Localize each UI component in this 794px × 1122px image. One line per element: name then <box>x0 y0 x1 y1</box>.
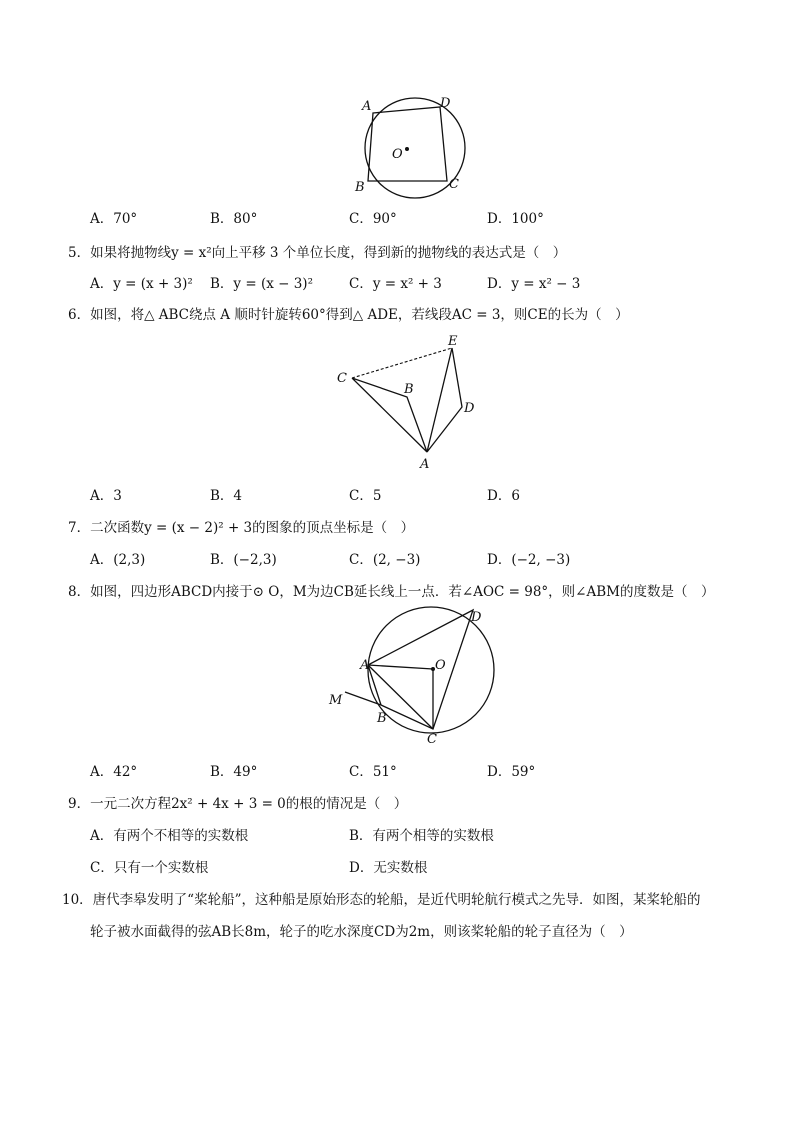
q10-stem-line2: 轮子被水面截得的弦AB长8m，轮子的吃水深度CD为2m，则该桨轮船的轮子直径为（ ） <box>90 924 633 940</box>
q7-option-b[interactable]: B．(−2,3) <box>210 552 277 568</box>
q6-label-d: D <box>464 401 475 416</box>
q6-stem: 6．如图，将△ ABC绕点 A 顺时针旋转60°得到△ ADE，若线段AC = 3，则CE的长为（ ） <box>68 307 629 323</box>
q6-option-b[interactable]: B．4 <box>210 488 243 504</box>
q6-figure <box>335 330 485 475</box>
q8-figure <box>325 605 495 750</box>
q4-figure <box>350 92 480 204</box>
q8-label-d: D <box>471 610 482 625</box>
q4-label-a: A <box>362 99 372 114</box>
q4-label-b: B <box>355 180 365 195</box>
q8-circle <box>368 607 494 733</box>
q5-option-b[interactable]: B．y = (x − 3)² <box>210 276 313 292</box>
q6-label-b: B <box>404 382 414 397</box>
q8-option-b[interactable]: B．49° <box>210 764 258 780</box>
q9-option-a[interactable]: A．有两个不相等的实数根 <box>90 828 249 844</box>
q5-option-a[interactable]: A．y = (x + 3)² <box>90 276 193 292</box>
q6-option-c[interactable]: C．5 <box>349 488 382 504</box>
q6-dashed-ce <box>352 348 452 378</box>
q4-label-o: O <box>392 147 403 162</box>
q4-center-dot <box>405 147 409 151</box>
q8-line-ao <box>368 665 433 669</box>
q9-option-c[interactable]: C．只有一个实数根 <box>90 860 209 876</box>
q8-stem: 8．如图，四边形ABCD内接于⊙ O，M为边CB延长线上一点．若∠AOC = 98°，则∠ABM的度数是（ ） <box>68 584 715 600</box>
q6-label-e: E <box>448 334 458 349</box>
q8-label-m: M <box>329 693 343 708</box>
q7-option-a[interactable]: A．(2,3) <box>90 552 146 568</box>
q8-label-a: A <box>360 658 370 673</box>
q5-stem: 5．如果将抛物线y = x²向上平移 3 个单位长度，得到新的抛物线的表达式是（ ） <box>68 245 567 261</box>
q9-option-b[interactable]: B．有两个相等的实数根 <box>349 828 494 844</box>
q4-label-d: D <box>440 96 451 111</box>
q4-option-c[interactable]: C．90° <box>349 211 397 227</box>
q6-label-c: C <box>337 371 347 386</box>
q6-triangle-abc <box>352 378 427 452</box>
q6-option-a[interactable]: A．3 <box>90 488 122 504</box>
q8-label-c: C <box>427 732 437 747</box>
q4-label-c: C <box>449 177 459 192</box>
q4-quadrilateral <box>368 107 447 181</box>
q6-triangle-ade <box>427 348 462 452</box>
q9-option-d[interactable]: D．无实数根 <box>349 860 428 876</box>
q7-option-d[interactable]: D．(−2, −3) <box>487 552 571 568</box>
q10-stem-line1: 10．唐代李皋发明了“桨轮船”，这种船是原始形态的轮船，是近代明轮航行模式之先导．如图，某桨轮船的 <box>62 892 701 908</box>
q4-option-b[interactable]: B．80° <box>210 211 258 227</box>
q8-option-a[interactable]: A．42° <box>90 764 138 780</box>
q6-label-a: A <box>420 457 430 472</box>
q6-option-d[interactable]: D．6 <box>487 488 520 504</box>
q8-option-d[interactable]: D．59° <box>487 764 536 780</box>
q8-option-c[interactable]: C．51° <box>349 764 397 780</box>
q8-label-b: B <box>377 711 387 726</box>
q4-option-d[interactable]: D．100° <box>487 211 544 227</box>
q5-option-c[interactable]: C．y = x² + 3 <box>349 276 442 292</box>
q7-option-c[interactable]: C．(2, −3) <box>349 552 421 568</box>
q4-option-a[interactable]: A．70° <box>90 211 138 227</box>
q7-stem: 7．二次函数y = (x − 2)² + 3的图象的顶点坐标是（ ） <box>68 520 415 536</box>
q5-option-d[interactable]: D．y = x² − 3 <box>487 276 581 292</box>
q8-label-o: O <box>435 658 446 673</box>
q9-stem: 9．一元二次方程2x² + 4x + 3 = 0的根的情况是（ ） <box>68 796 408 812</box>
q8-line-mb <box>345 692 381 705</box>
